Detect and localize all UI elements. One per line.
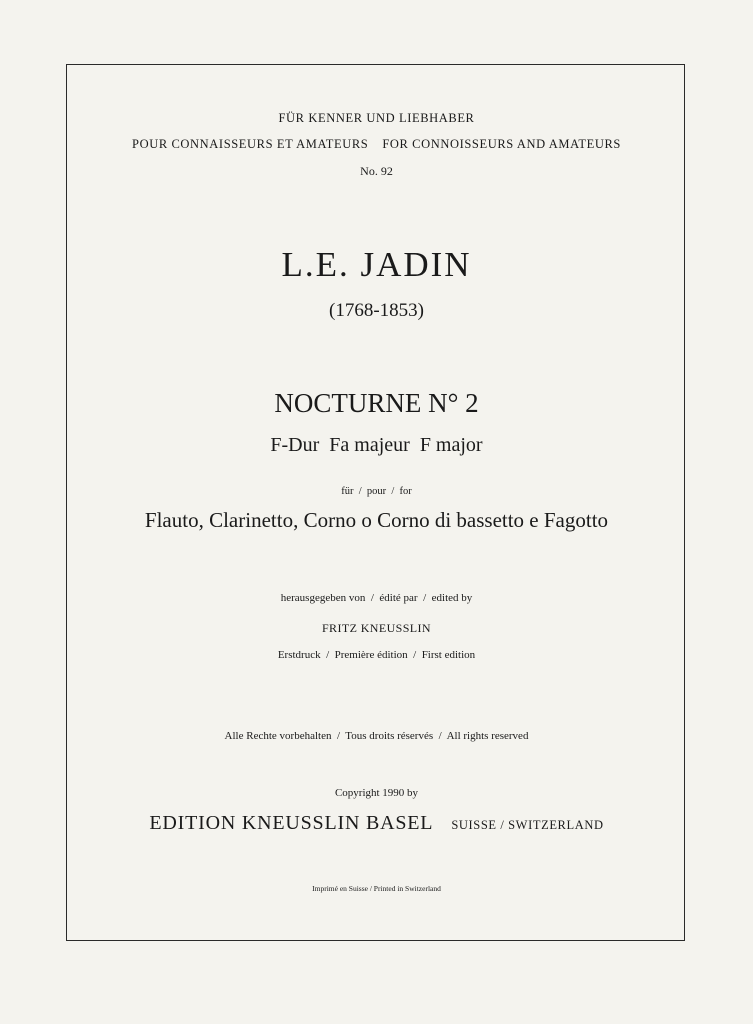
rights-notice: Alle Rechte vorbehalten / Tous droits réservés / All rights reserved xyxy=(224,730,529,742)
publisher-name: EDITION KNEUSSLIN BASEL xyxy=(149,812,434,834)
work-title: NOCTURNE N° 2 xyxy=(274,388,479,418)
composer-name: L.E. JADIN xyxy=(281,245,472,284)
series-title-en: FOR CONNOISSEURS AND AMATEURS xyxy=(382,137,621,151)
series-title-de: FÜR KENNER UND LIEBHABER xyxy=(278,111,475,125)
key-de: F-Dur xyxy=(270,434,320,456)
publisher-row xyxy=(0,812,753,835)
copyright-notice: Copyright 1990 by xyxy=(334,787,419,799)
for-label: für / pour / for xyxy=(341,486,412,497)
instrumentation: Flauto, Clarinetto, Corno o Corno di bassetto e Fagotto xyxy=(144,508,609,532)
key-en: F major xyxy=(419,434,483,456)
composer-dates: (1768-1853) xyxy=(329,300,424,321)
first-edition-label: Erstdruck / Première édition / First edition xyxy=(277,649,476,661)
series-number: No. 92 xyxy=(360,164,393,178)
edited-by-label: herausgegeben von / édité par / edited by xyxy=(280,592,473,604)
editor-name: FRITZ KNEUSSLIN xyxy=(321,621,431,635)
printed-in-notice: Imprimé en Suisse / Printed in Switzerland xyxy=(312,884,441,893)
publisher-country: SUISSE / SWITZERLAND xyxy=(451,818,604,832)
work-key xyxy=(0,434,753,457)
page-border-frame xyxy=(66,64,685,941)
series-title-fr: POUR CONNAISSEURS ET AMATEURS xyxy=(132,137,369,151)
series-title-fr-en xyxy=(0,137,753,152)
key-fr: Fa majeur xyxy=(329,434,410,456)
